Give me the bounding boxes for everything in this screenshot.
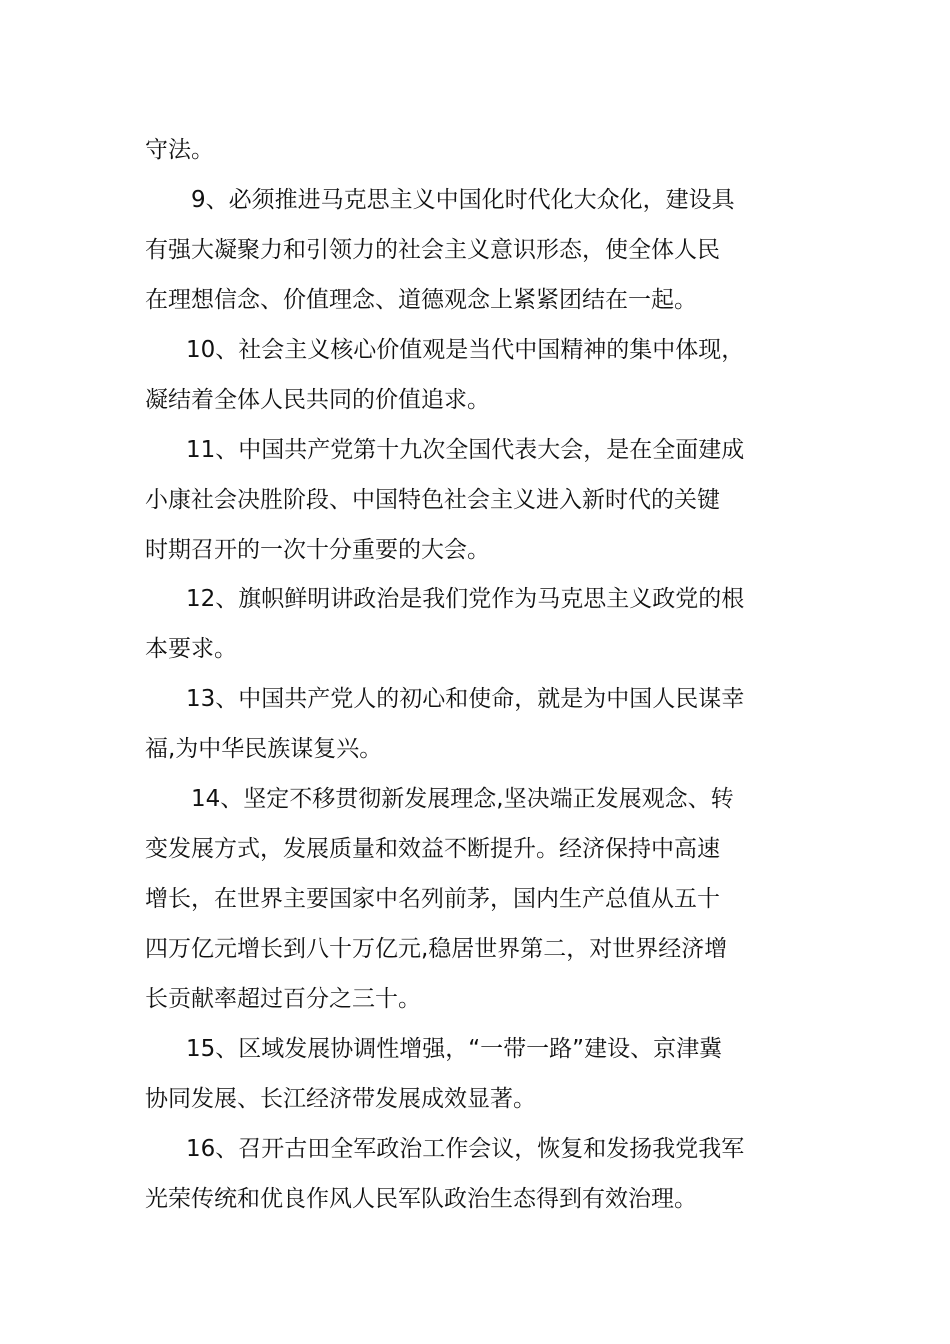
paragraph-14-line-3: 增长，在世界主要国家中名列前茅，国内生产总值从五十 <box>145 886 720 912</box>
paragraph-11-line-2: 小康社会决胜阶段、中国特色社会主义进入新时代的关键 <box>145 487 720 513</box>
paragraph-14-line-1: 14、坚定不移贯彻新发展理念,坚决端正发展观念、转 <box>191 786 734 812</box>
paragraph-14-line-4: 四万亿元增长到八十万亿元,稳居世界第二，对世界经济增 <box>145 936 728 962</box>
paragraph-16-line-1: 16、召开古田全军政治工作会议，恢复和发扬我党我军 <box>186 1136 745 1162</box>
paragraph-13-line-2: 福,为中华民族谋复兴。 <box>145 736 383 762</box>
paragraph-9-line-2: 有强大凝聚力和引领力的社会主义意识形态，使全体人民 <box>145 237 720 263</box>
text-line: 守法。 <box>145 137 214 163</box>
paragraph-10-line-2: 凝结着全体人民共同的价值追求。 <box>145 387 490 413</box>
paragraph-16-line-2: 光荣传统和优良作风人民军队政治生态得到有效治理。 <box>145 1186 697 1212</box>
paragraph-13-line-1: 13、中国共产党人的初心和使命，就是为中国人民谋幸 <box>186 686 745 712</box>
paragraph-15-line-1: 15、区域发展协调性增强，“一带一路”建设、京津冀 <box>186 1036 723 1062</box>
paragraph-14-line-2: 变发展方式，发展质量和效益不断提升。经济保持中高速 <box>145 836 720 862</box>
paragraph-9-line-3: 在理想信念、价值理念、道德观念上紧紧团结在一起。 <box>145 287 697 313</box>
paragraph-11-line-3: 时期召开的一次十分重要的大会。 <box>145 537 490 563</box>
paragraph-10-line-1: 10、社会主义核心价值观是当代中国精神的集中体现， <box>186 337 745 363</box>
paragraph-12-line-1: 12、旗帜鲜明讲政治是我们党作为马克思主义政党的根 <box>186 586 745 612</box>
paragraph-12-line-2: 本要求。 <box>145 636 237 662</box>
paragraph-9-line-1: 9、必须推进马克思主义中国化时代化大众化，建设具 <box>191 187 735 213</box>
paragraph-15-line-2: 协同发展、长江经济带发展成效显著。 <box>145 1086 536 1112</box>
paragraph-14-line-5: 长贡献率超过百分之三十。 <box>145 986 421 1012</box>
paragraph-11-line-1: 11、中国共产党第十九次全国代表大会，是在全面建成 <box>186 437 745 463</box>
